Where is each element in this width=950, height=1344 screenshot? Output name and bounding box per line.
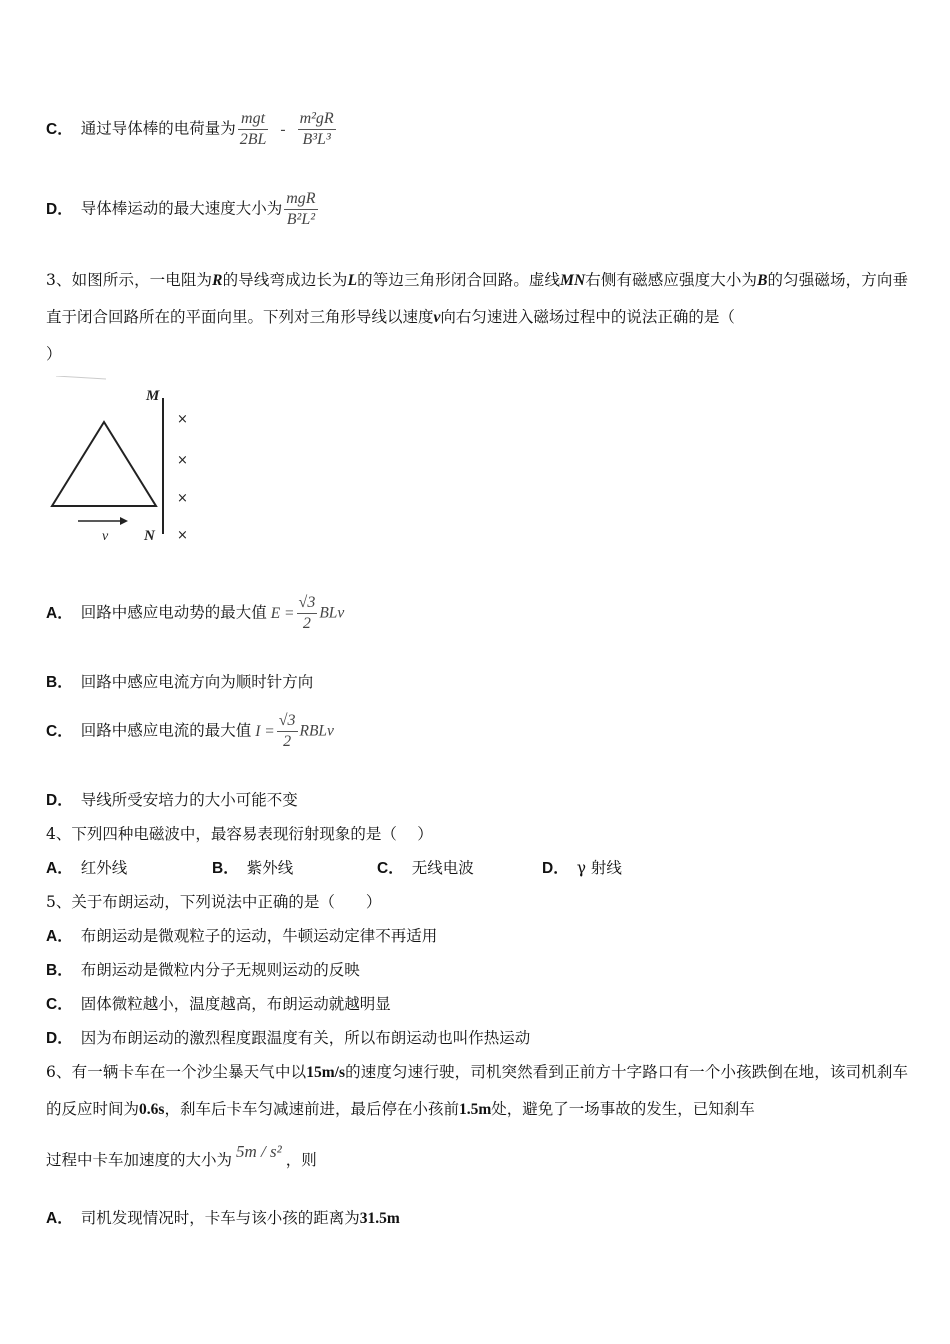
q4-stem: 4、下列四种电磁波中，最容易表现衍射现象的是（ ） [46,825,433,843]
current-fraction: $\frac{√3}{2}$ [278,712,296,750]
q3-figure [46,376,206,548]
emf-fraction: $\frac{√3}{2}$ [298,594,316,632]
fraction-max-speed: $\frac{\text{mgR}}{\text{B²L²}}$ [286,190,316,228]
emf-rhs: BLv [319,604,345,622]
option-text: 回路中感应电流方向为顺时针方向 [80,673,314,691]
q2-option-c [46,110,338,149]
option-label: C． [46,722,73,740]
acceleration-value: 5m / s² [236,1142,282,1161]
label-n: N [144,528,155,544]
option-label: A． [46,1210,73,1227]
q6-stem-continued: 过程中卡车加速度的大小为 5m / s² ，则 [46,1142,317,1169]
label-v: v [102,529,109,544]
option-label: D． [46,792,73,809]
option-text: 导体棒运动的最大速度大小为 [80,199,283,218]
fraction-charge-2: $\frac{\text{m²gR}}{\text{B³L³}}$ [299,110,334,148]
q3-option-c [46,712,334,751]
q5-option-a: A． 布朗运动是微观粒子的运动，牛顿运动定律不再适用 [46,927,438,945]
option-text: 回路中感应电动势的最大值 [80,603,267,622]
label-m: M [146,388,160,404]
field-cross: × [177,528,188,543]
q5-option-c: C． 固体微粒越小，温度越高，布朗运动就越明显 [46,995,391,1013]
option-text: 司机发现情况时，卡车与该小孩的距离为 [80,1209,360,1227]
option-label: C． [46,120,73,138]
option-text: 回路中感应电流的最大值 [80,721,252,740]
emf-lhs: E = [270,604,295,622]
q4-option-d: D． γ 射线 [542,859,622,877]
q5-option-d: D． 因为布朗运动的激烈程度跟温度有关，所以布朗运动也叫作热运动 [46,1029,531,1047]
q4-options [46,856,746,876]
current-lhs: I = [255,722,275,740]
q5-stem: 5、关于布朗运动，下列说法中正确的是（ ） [46,893,382,911]
current-rhs: RBLv [299,722,334,740]
q4-option-a: A． 红外线 [46,859,128,877]
option-label: B． [46,674,73,691]
q3-option-a [46,594,344,633]
option-text: 导线所受安培力的大小可能不变 [80,791,298,809]
minus-sign: - [280,120,286,138]
fraction-charge-1: $\frac{\text{mgt}}{2BL}$ [239,110,267,148]
option-label: D． [46,200,73,218]
field-cross: × [177,412,188,427]
q3-option-d [46,788,298,810]
option-text: 通过导体棒的电荷量为 [80,119,236,138]
q6-stem: 6、有一辆卡车在一个沙尘暴天气中以15m/s的速度匀速行驶，司机突然看到正前方十字路口有一个小孩跌倒在地，该司机刹车的反应时间为0.6s，刹车后卡车匀减速前进，最后停在小孩前1.5m处，避免了一场事故的发生，已知刹车 [46,1063,908,1118]
q4-option-c: C． 无线电波 [377,859,474,877]
q2-option-d [46,190,320,229]
q6-option-a [46,1206,400,1228]
field-cross: × [177,453,188,468]
triangle-loop [52,422,156,506]
q3-option-b [46,670,313,692]
option-label: A． [46,604,73,622]
q5-option-b: B． 布朗运动是微粒内分子无规则运动的反映 [46,961,360,979]
q3-stem: 3、如图所示，一电阻为R的导线弯成边长为L的等边三角形闭合回路。虚线MN右侧有磁感应强度大小为B的匀强磁场，方向垂直于闭合回路所在的平面向里。下列对三角形导线以速度v向右匀速进入磁场过程中的说法正确的是（ ） [46,271,908,363]
triangle-magnetic-field-diagram [46,376,206,548]
q4-option-b: B． 紫外线 [212,859,294,877]
option-value: 31.5m [359,1210,400,1227]
field-cross: × [177,491,188,506]
